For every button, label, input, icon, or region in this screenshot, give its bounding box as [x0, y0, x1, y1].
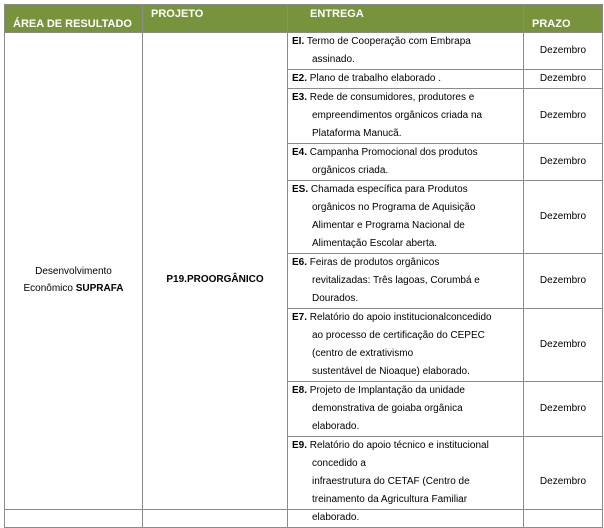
entrega-text: Termo de Cooperação com Embrapa	[306, 36, 471, 47]
prazo-cell: Dezembro	[524, 33, 603, 70]
entrega-text: Projeto de Implantação da unidade	[309, 385, 465, 396]
entrega-text-line: concedido a	[312, 458, 366, 469]
table-body	[5, 33, 603, 528]
prazo-cell: Dezembro	[524, 382, 603, 437]
entrega-text: Relatório do apoio institucionalconcedido	[309, 312, 492, 323]
entrega-code: ES.	[292, 184, 309, 195]
entrega-first-line	[292, 144, 519, 162]
entrega-text: Rede de consumidores, produtores e	[309, 92, 475, 103]
entrega-text-line: revitalizadas: Três lagoas, Corumbá e	[312, 275, 480, 286]
area-line-2	[11, 280, 136, 297]
entrega-first-line	[292, 89, 519, 107]
entrega-first-line	[292, 254, 519, 272]
entrega-text-line: orgânicos no Programa de Aquisição	[312, 202, 476, 213]
table-header-row	[5, 5, 603, 33]
entrega-text-line: orgânicos criada.	[312, 165, 389, 176]
header-projeto: PROJETO	[143, 5, 288, 33]
entrega-code: E6.	[292, 257, 308, 268]
entrega-text-line: (centro de extrativismo	[312, 348, 414, 359]
results-table	[4, 4, 603, 528]
entrega-cell	[288, 181, 524, 254]
entrega-text-line: demonstrativa de goiaba orgânica	[312, 403, 463, 414]
entrega-cell	[288, 254, 524, 309]
entrega-cell	[288, 144, 524, 181]
entrega-text: Chamada específica para Produtos	[310, 184, 468, 195]
entrega-code: EI.	[292, 36, 305, 47]
entrega-cell	[288, 70, 524, 89]
entrega-code: E4.	[292, 147, 308, 158]
area-line-2-prefix: Econômico	[23, 283, 76, 294]
entrega-text: Plano de trabalho elaborado .	[309, 73, 442, 84]
entrega-text-line: Alimentar e Programa Nacional de	[312, 220, 465, 231]
entrega-first-line	[292, 382, 519, 400]
table-row	[5, 33, 603, 70]
entrega-text-line: Plataforma Manucã.	[312, 128, 402, 139]
entrega-first-line	[292, 33, 519, 51]
entrega-code: E7.	[292, 312, 308, 323]
prazo-cell: Dezembro	[524, 254, 603, 309]
prazo-cell: Dezembro	[524, 89, 603, 144]
prazo-cell: Dezembro	[524, 70, 603, 89]
entrega-text-line: infraestrutura do CETAF (Centro de	[312, 476, 470, 487]
entrega-text: Relatório do apoio técnico e institucional	[309, 440, 489, 451]
entrega-first-line	[292, 309, 519, 327]
projeto-cell: P19.PROORGÂNICO	[143, 33, 288, 528]
entrega-text-line: elaborado.	[312, 512, 360, 523]
entrega-text-line: elaborado.	[312, 421, 360, 432]
entrega-cell	[288, 382, 524, 437]
entrega-first-line	[292, 181, 519, 199]
entrega-first-line	[292, 70, 519, 88]
entrega-text: Campanha Promocional dos produtos	[309, 147, 478, 158]
header-prazo: PRAZO	[524, 5, 603, 33]
entrega-cell	[288, 33, 524, 70]
entrega-text: Feiras de produtos orgânicos	[309, 257, 440, 268]
entrega-text-line: Alimentação Escolar aberta.	[312, 238, 438, 249]
prazo-cell: Dezembro	[524, 144, 603, 181]
entrega-code: E2.	[292, 73, 308, 84]
entrega-text-line: sustentável de Nioaque) elaborado.	[312, 366, 470, 377]
entrega-code: E9.	[292, 440, 308, 451]
area-line-2-bold: SUPRAFA	[75, 283, 124, 294]
entrega-text-line: treinamento da Agricultura Familiar	[312, 494, 468, 505]
entrega-code: E3.	[292, 92, 308, 103]
prazo-cell: Dezembro	[524, 181, 603, 254]
entrega-cell	[288, 309, 524, 382]
entrega-cell	[288, 89, 524, 144]
entrega-text-line: ao processo de certificação do CEPEC	[312, 330, 485, 341]
entrega-text-line: Dourados.	[312, 293, 359, 304]
area-line-1: Desenvolvimento	[35, 266, 112, 277]
header-area: ÁREA DE RESULTADO	[5, 5, 143, 33]
header-entrega: ENTREGA	[288, 5, 524, 33]
prazo-cell: Dezembro	[524, 309, 603, 382]
area-de-resultado-cell	[5, 33, 143, 528]
entrega-cell	[288, 437, 524, 528]
entrega-code: E8.	[292, 385, 308, 396]
entrega-text-line: empreendimentos orgânicos criada na	[312, 110, 483, 121]
prazo-cell: Dezembro	[524, 437, 603, 528]
entrega-text-line: assinado.	[312, 54, 355, 65]
entrega-first-line	[292, 437, 519, 455]
table-bottom-rule	[4, 509, 602, 510]
